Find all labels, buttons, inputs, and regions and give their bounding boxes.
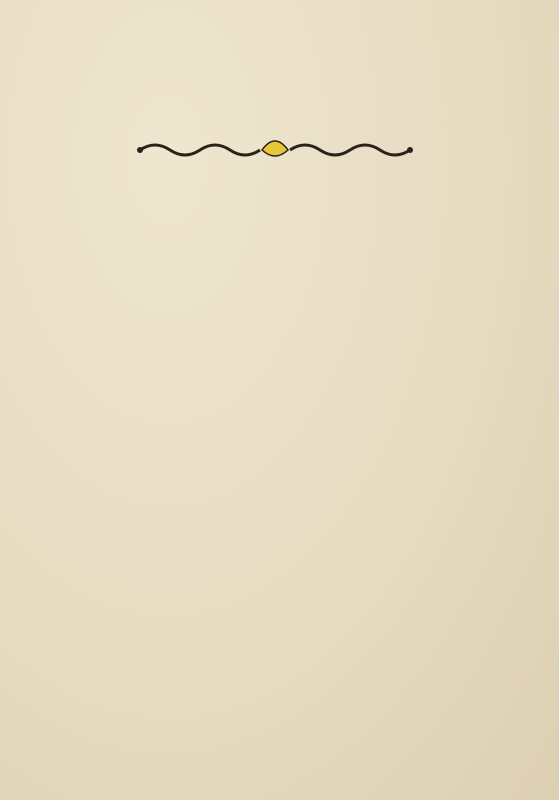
title-divider (137, 141, 413, 156)
